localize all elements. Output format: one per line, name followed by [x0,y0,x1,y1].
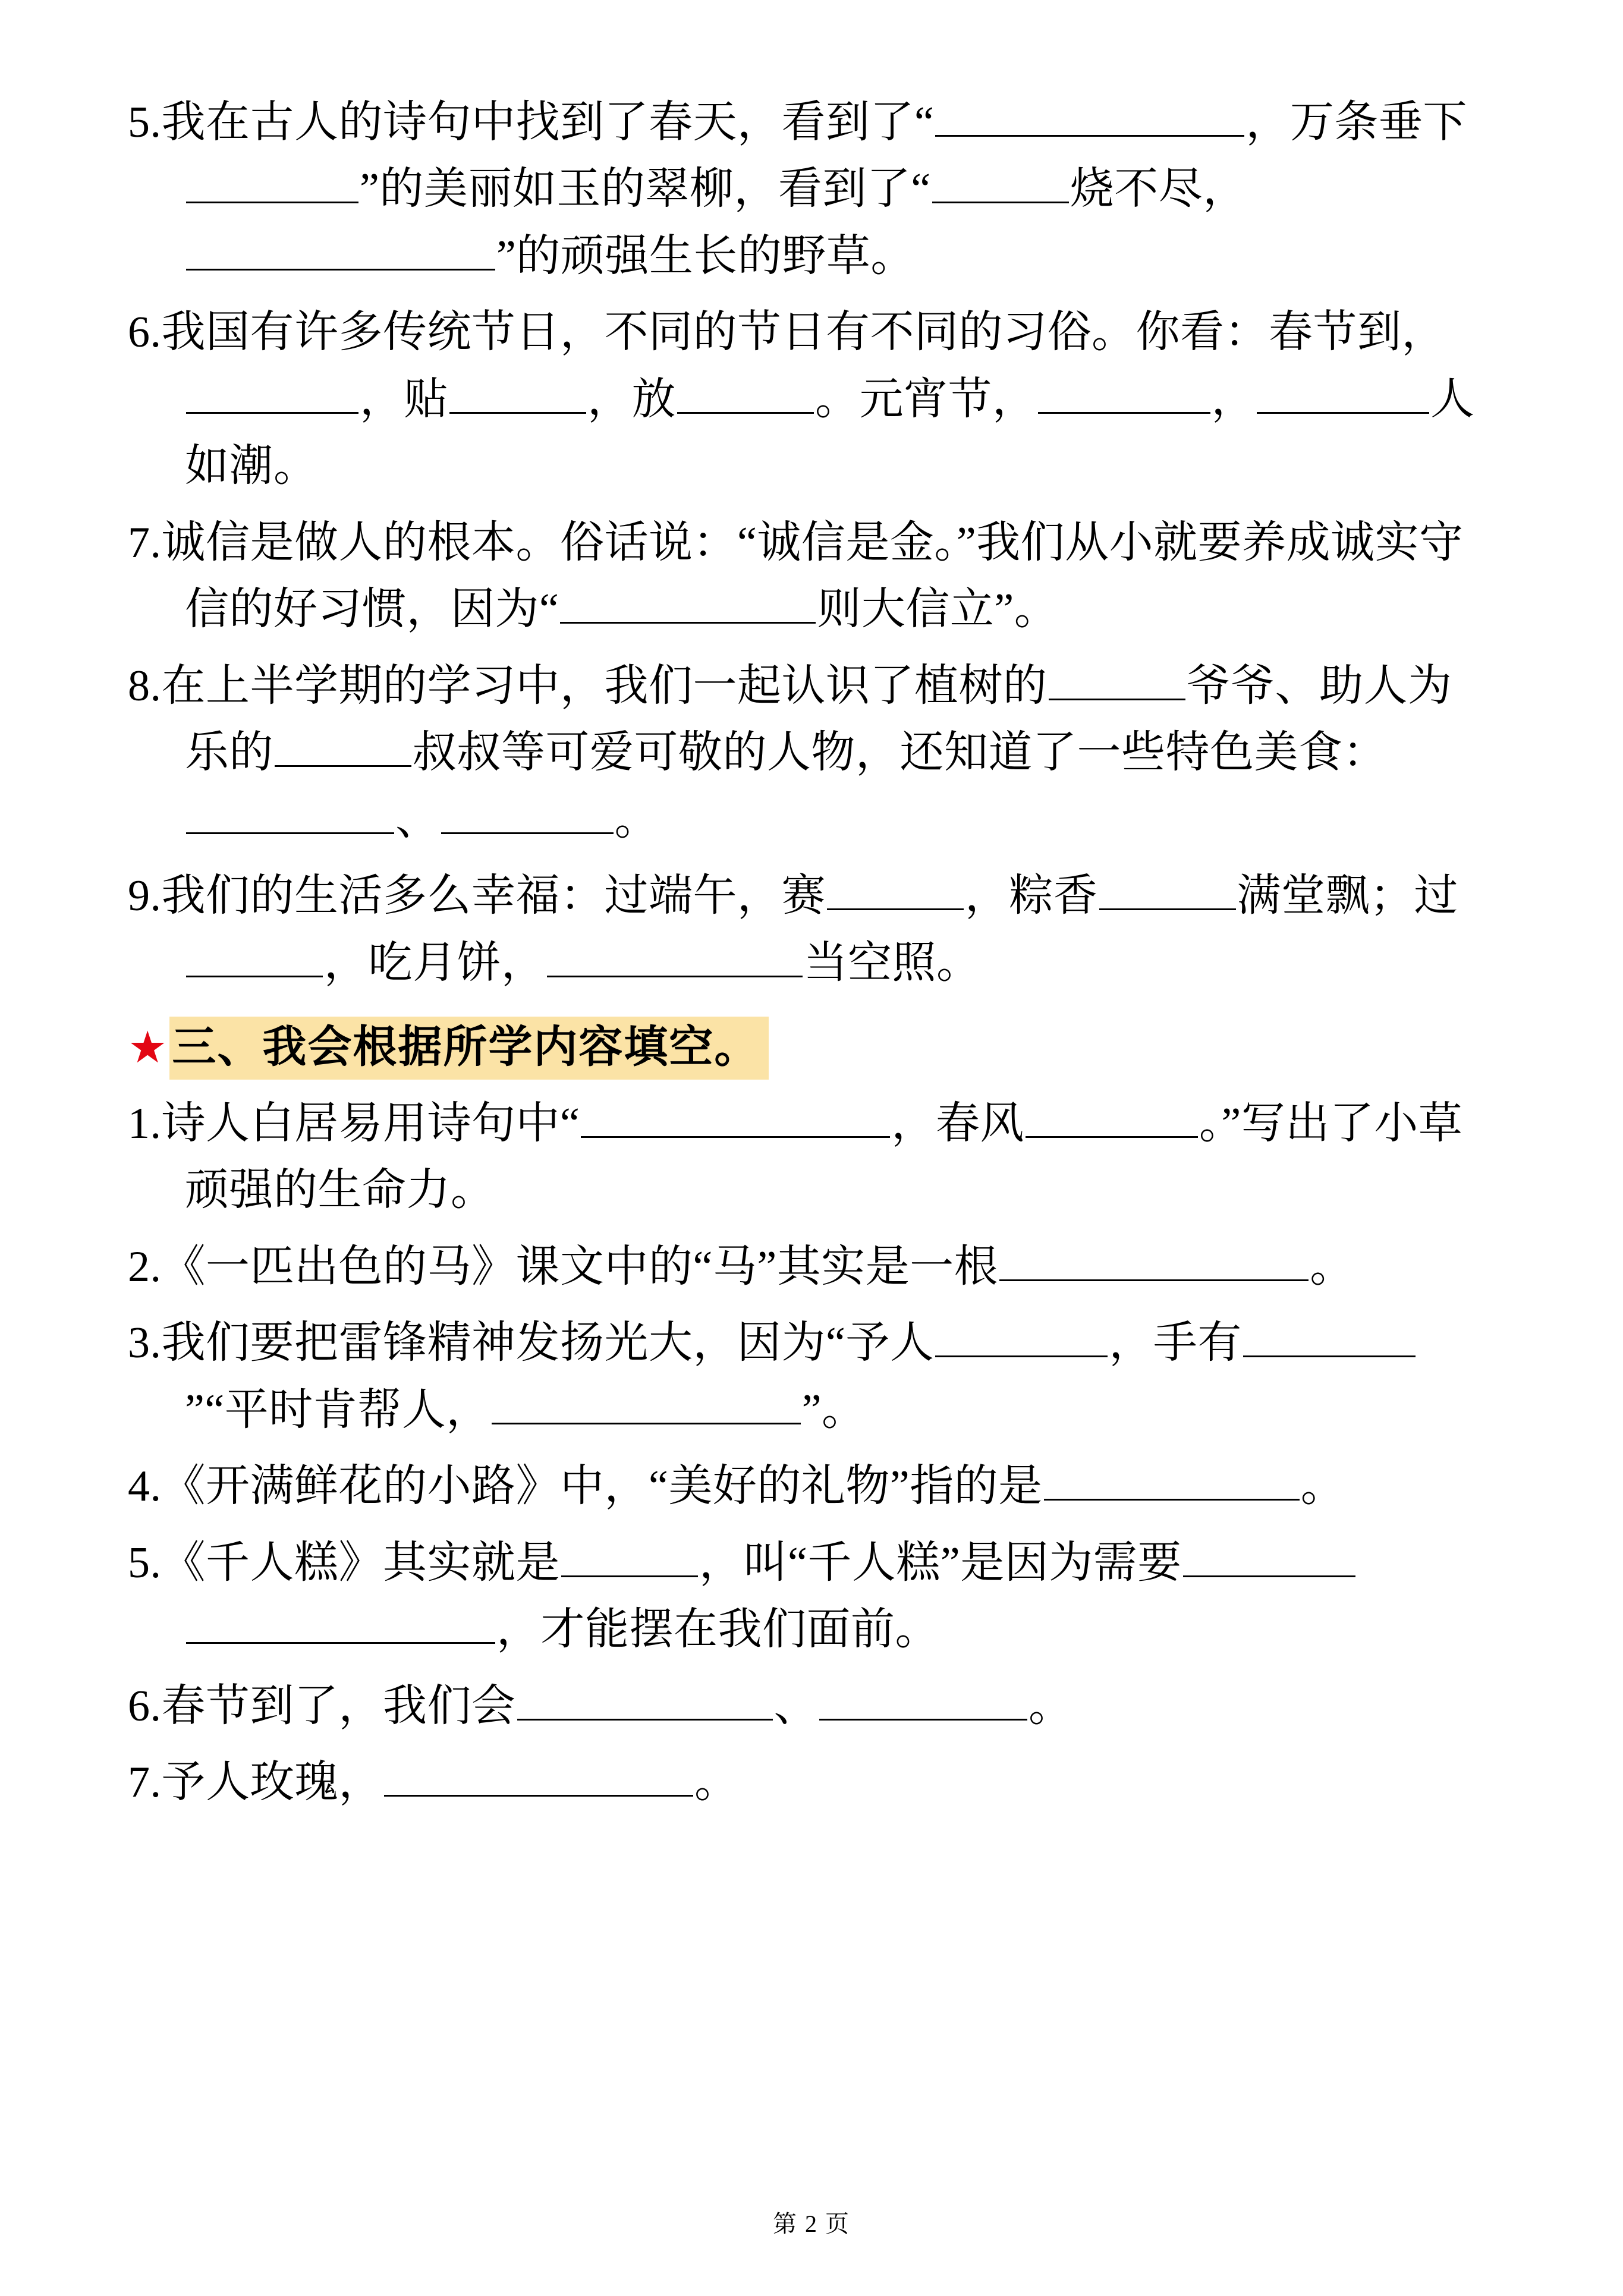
answer-blank[interactable] [186,933,323,977]
part-two-item [128,863,1495,996]
answer-blank[interactable] [1044,1457,1300,1501]
question-number: 7. [128,518,162,567]
question-text: 。 [614,795,659,844]
answer-blank[interactable] [492,1380,801,1424]
question-text: 当空照。 [803,938,981,987]
question-text: ，贴 [360,375,448,424]
section-title-text: 三、我会根据所学内容填空。 [169,1017,769,1080]
question-text: ，手有 [1109,1319,1242,1368]
section-heading-three [104,1017,1495,1080]
answer-blank[interactable] [819,1677,1027,1720]
answer-blank[interactable] [186,370,358,414]
question-text: ”。 [801,1385,866,1435]
question-text: 。元宵节， [815,375,1037,424]
answer-blank[interactable] [186,1600,495,1644]
question-text: 我在古人的诗句中找到了春天，看到了“ [161,98,935,147]
question-text: 。 [1300,1462,1345,1511]
question-text: 。 [694,1757,739,1807]
answer-blank[interactable] [827,867,964,910]
answer-blank[interactable] [186,227,495,271]
question-text: 爷爷、助人为乐的 [185,661,1452,778]
answer-blank[interactable] [1038,370,1210,414]
part-two-item [128,89,1495,290]
question-number: 1. [128,1099,162,1148]
answer-blank[interactable] [517,1677,773,1720]
answer-blank[interactable] [932,160,1069,203]
question-text: ， [1211,375,1256,424]
question-text: ，放 [587,375,676,424]
question-text: 我国有许多传统节日，不同的节日有不同的习俗。你看：春节到， [161,308,1446,357]
page-footer: 第 2 页 [773,2210,850,2237]
star-icon: ★ [128,1023,168,1072]
part-three-item [128,1749,1495,1816]
question-number: 6. [128,1681,162,1731]
question-number: 7. [128,1757,162,1807]
question-text: ，才能摆在我们面前。 [496,1605,939,1655]
answer-blank[interactable] [1099,867,1236,910]
answer-blank[interactable] [1049,656,1185,700]
part-three-item [128,1090,1495,1224]
part-three-item [128,1234,1495,1300]
part-two-item [128,299,1495,499]
part-three-question-list [128,1090,1495,1816]
part-three-item [128,1310,1495,1443]
question-number: 2. [128,1242,162,1291]
question-text: ”的顽强生长的野草。 [496,231,915,281]
question-text: 烧不尽， [1070,165,1247,214]
question-text: 在上半学期的学习中，我们一起认识了植树的 [161,661,1048,710]
answer-blank[interactable] [999,1237,1309,1281]
answer-blank[interactable] [1243,1314,1416,1357]
answer-blank[interactable] [186,790,394,834]
answer-blank[interactable] [560,580,816,624]
answer-blank[interactable] [449,370,586,414]
question-text: 我们要把雷锋精神发扬光大，因为“予人 [161,1319,935,1368]
question-text: 满堂飘；过 [1237,872,1458,921]
answer-blank[interactable] [1257,370,1429,414]
question-text: ，粽香 [965,872,1098,921]
answer-blank[interactable] [935,93,1244,137]
answer-blank[interactable] [384,1753,693,1797]
question-text: ，叫“千人糕”是因为需要 [699,1538,1182,1587]
question-text: 春节到了，我们会 [161,1681,516,1731]
part-two-question-list [128,89,1495,996]
question-text: 则大信立”。 [817,585,1059,634]
answer-blank[interactable] [275,724,411,767]
question-text: 《千人糕》其实就是 [161,1538,560,1587]
question-text: 。”写出了小草顽强的生命力。 [185,1099,1463,1215]
part-two-item [128,509,1495,643]
question-number: 9. [128,872,162,921]
question-text: 予人玫瑰， [161,1757,383,1807]
question-text: ，春风 [891,1099,1024,1148]
answer-blank[interactable] [935,1314,1108,1357]
answer-blank[interactable] [581,1094,890,1137]
question-number: 4. [128,1462,162,1511]
answer-blank[interactable] [186,160,358,203]
question-number: 8. [128,661,162,710]
question-text: 、 [395,795,440,844]
question-text: ”的美丽如玉的翠柳，看到了“ [360,165,931,214]
part-two-item [128,653,1495,853]
question-text: 诗人白居易用诗句中“ [161,1099,580,1148]
question-text: 《一匹出色的马》课文中的“马”其实是一根 [161,1242,999,1291]
question-number: 3. [128,1319,162,1368]
question-text: 。 [1028,1681,1073,1731]
question-number: 6. [128,308,162,357]
answer-blank[interactable] [1183,1533,1355,1577]
answer-blank[interactable] [1026,1094,1198,1137]
question-text: ，吃月饼， [324,938,546,987]
question-number: 5. [128,1538,162,1587]
question-text: 《开满鲜花的小路》中，“美好的礼物”指的是 [161,1462,1043,1511]
question-text: ”“平时肯帮人， [185,1385,490,1435]
question-text: 我们的生活多么幸福：过端午，赛 [161,872,826,921]
question-text: 人如潮。 [185,375,1475,491]
answer-blank[interactable] [441,790,614,834]
question-text: 。 [1310,1242,1354,1291]
answer-blank[interactable] [561,1533,698,1577]
question-text: ，万条垂下 [1245,98,1467,147]
question-text: 、 [773,1681,818,1731]
part-three-item [128,1530,1495,1663]
part-three-item [128,1673,1495,1740]
answer-blank[interactable] [677,370,814,414]
answer-blank[interactable] [547,933,803,977]
question-text: 诚信是做人的根本。俗话说：“诚信是金。”我们从小就要养成诚实守信的好习惯，因为“ [161,518,1464,634]
part-three-item [128,1453,1495,1520]
question-text: 叔叔等可爱可敬的人物，还知道了一些特色美食： [413,728,1387,778]
question-number: 5. [128,98,162,147]
